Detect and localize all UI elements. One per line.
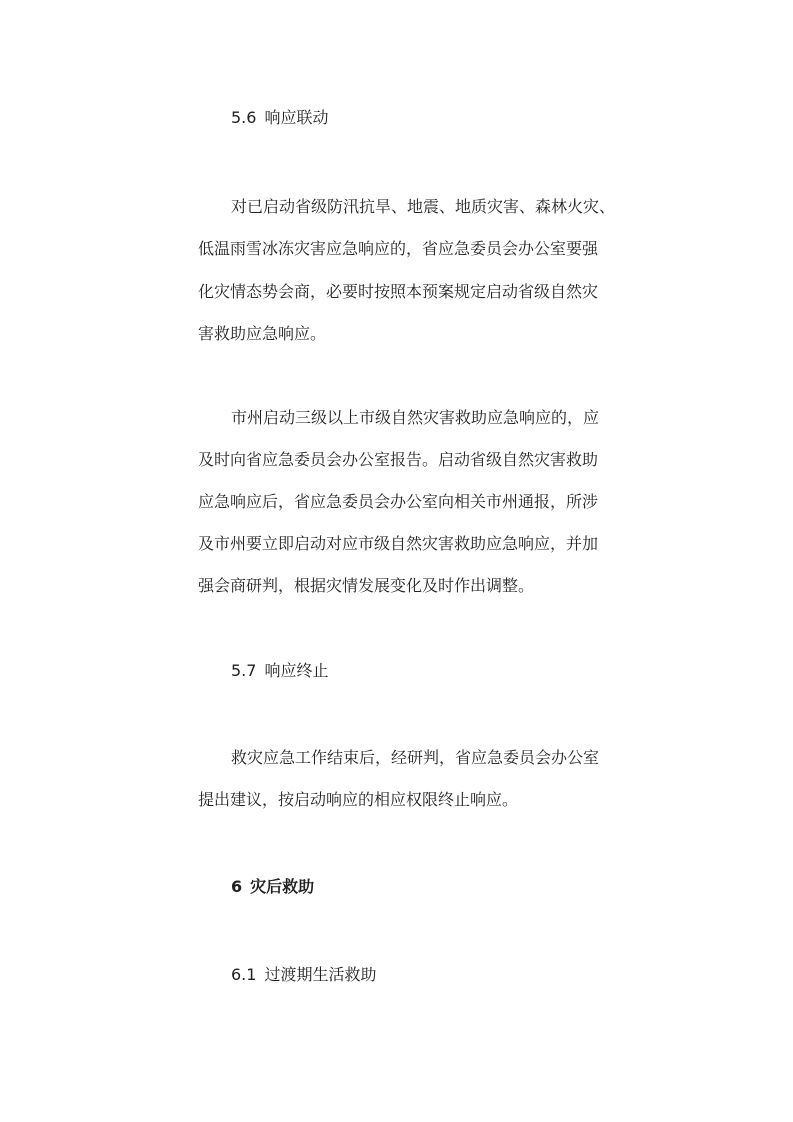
paragraph-line: 对已启动省级防汛抗旱、地震、地质灾害、森林火灾、: [231, 197, 616, 216]
section-heading-5-7: [231, 660, 651, 682]
paragraph-line: 应急响应后，省应急委员会办公室向相关市州通报，所涉: [198, 492, 599, 511]
section-number: 6.1: [231, 965, 257, 984]
paragraph-line: 提出建议，按启动响应的相应权限终止响应。: [198, 790, 519, 809]
paragraph-line: 市州启动三级以上市级自然灾害救助应急响应的，应: [231, 408, 600, 427]
section-heading-6: [231, 876, 651, 898]
section-heading-6-1: [231, 964, 651, 986]
paragraph-line: 及市州要立即启动对应市级自然灾害救助应急响应，并加: [198, 534, 599, 553]
section-number: 5.7: [231, 661, 257, 680]
section-title: 过渡期生活救助: [264, 965, 377, 984]
section-number: 5.6: [231, 108, 257, 127]
section-title: 灾后救助: [250, 877, 315, 896]
section-title: 响应联动: [264, 108, 329, 127]
paragraph-line: 及时向省应急委员会办公室报告。启动省级自然灾害救助: [198, 450, 599, 469]
section-number: 6: [231, 877, 243, 896]
paragraph-line: 强会商研判，根据灾情发展变化及时作出调整。: [198, 576, 535, 595]
section-heading-5-6: [231, 107, 651, 129]
paragraph-line: 化灾情态势会商，必要时按照本预案规定启动省级自然灾: [198, 282, 599, 301]
paragraph-line: 害救助应急响应。: [198, 324, 327, 343]
paragraph-line: 救灾应急工作结束后，经研判，省应急委员会办公室: [231, 748, 600, 767]
section-title: 响应终止: [264, 661, 329, 680]
paragraph-line: 低温雨雪冰冻灾害应急响应的，省应急委员会办公室要强: [198, 239, 599, 258]
